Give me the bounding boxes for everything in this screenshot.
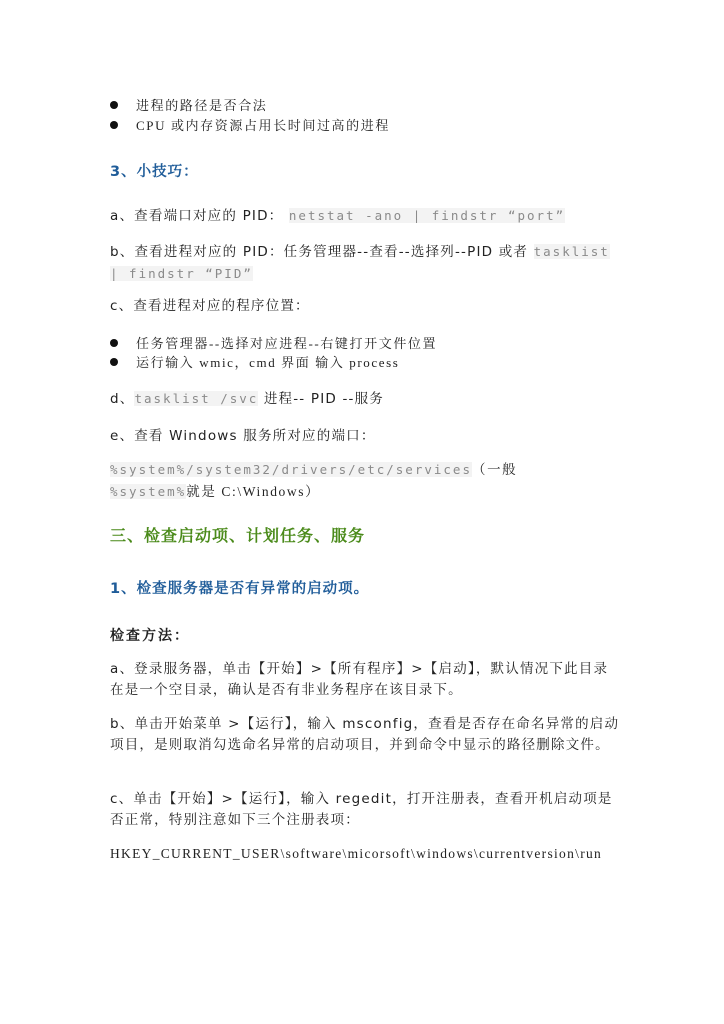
bullet-icon [110, 339, 118, 347]
method-heading: 检查方法： [110, 628, 190, 644]
list-item: 运行输入 wmic，cmd 界面 输入 process [110, 353, 399, 374]
paragraph-b: b、单击开始菜单 >【运行】，输入 msconfig，查看是否存在命名异常的启动项目，是则取消勾选命名异常的启动项目，并到命令中显示的路径删除文件。 [110, 716, 620, 753]
list-item: CPU 或内存资源占用长时间过高的进程 [110, 116, 390, 137]
code-snippet: tasklist /svc [134, 391, 259, 406]
tip-e: e、查看 Windows 服务所对应的端口： [110, 428, 376, 444]
list-item: 进程的路径是否合法 [110, 96, 267, 117]
code-snippet: %system%/system32/drivers/etc/services [110, 462, 472, 477]
code-snippet: tasklist | findstr “PID” [110, 244, 610, 281]
services-path: %system%/system32/drivers/etc/services（一般 %system%就是 C:\Windows） [110, 462, 518, 499]
tip-c: c、查看进程对应的程序位置： [110, 298, 310, 314]
code-snippet: %system% [110, 484, 187, 499]
code-snippet: netstat -ano | findstr “port” [288, 208, 566, 223]
paragraph-c: c、单击【开始】>【运行】，输入 regedit，打开注册表，查看开机启动项是否正常，特别注意如下三个注册表项： [110, 791, 613, 828]
bullet-icon [110, 121, 118, 129]
bullet-icon [110, 358, 118, 366]
bullet-icon [110, 101, 118, 109]
list-item: 任务管理器--选择对应进程--右键打开文件位置 [110, 334, 437, 355]
tip-a: a、查看端口对应的 PID： netstat -ano | findstr “port” [110, 208, 566, 224]
section-heading: 三、检查启动项、计划任务、服务 [110, 526, 366, 545]
tips-heading: 3、小技巧： [110, 164, 199, 180]
tip-d: d、tasklist /svc 进程-- PID --服务 [110, 391, 385, 407]
paragraph-a: a、登录服务器，单击【开始】>【所有程序】>【启动】，默认情况下此目录在是一个空目录，确认是否有非业务程序在该目录下。 [110, 661, 609, 698]
registry-path: HKEY_CURRENT_USER\software\micorsoft\windows\currentversion\run [110, 846, 603, 861]
tip-b: b、查看进程对应的 PID：任务管理器--查看--选择列--PID 或者 tasklist | findstr “PID” [110, 244, 610, 281]
subsection-heading: 1、检查服务器是否有异常的启动项。 [110, 581, 370, 597]
